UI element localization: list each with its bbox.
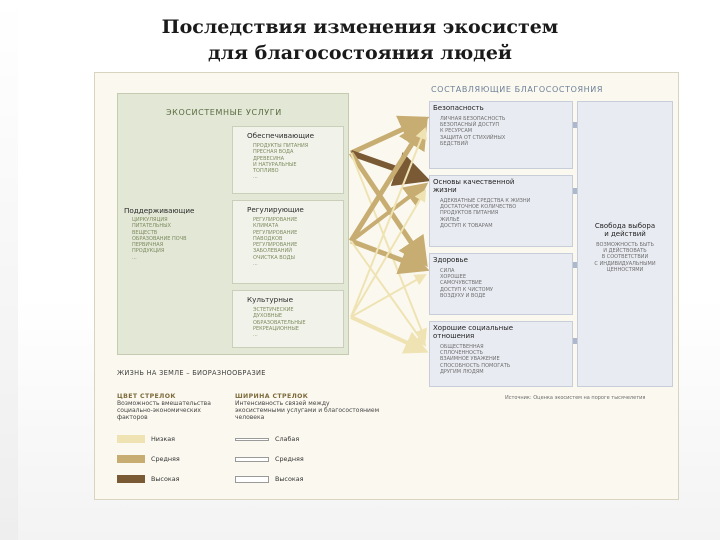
list-item: ... — [253, 174, 258, 181]
list-item: К РЕСУРСАМ — [440, 128, 473, 135]
slide-title-line-1: Последствия изменения экосистем — [161, 16, 559, 38]
list-item: ... — [132, 254, 137, 261]
list-item: РЕГУЛИРОВАНИЕ — [253, 217, 298, 223]
list-item: ВЗАИМНОЕ УВАЖЕНИЕ — [440, 356, 500, 363]
cultural-list — [253, 307, 306, 338]
wellbeing-heading: СОСТАВЛЯЮЩИЕ БЛАГОСОСТОЯНИЯ — [431, 85, 603, 94]
freedom-label-line-1: Свобода выбора — [594, 222, 656, 230]
list-item: ДУХОВНЫЕ — [253, 313, 283, 320]
list-item: И НАТУРАЛЬНЫЕ — [253, 161, 297, 168]
list-item: ПРЕСНАЯ ВОДА — [253, 149, 294, 156]
cultural-box — [232, 290, 344, 348]
basic-material-label-line-2: жизни — [433, 186, 457, 194]
basic-material-box — [429, 175, 573, 247]
basic-material-label-line-1: Основы качественной — [433, 178, 515, 186]
list-item: ХОРОШЕЕ — [440, 274, 466, 281]
list-item: ЗАЩИТА ОТ СТИХИЙНЫХ — [440, 134, 506, 141]
legend-swatch-medium — [117, 455, 145, 463]
ecosystem-services-panel — [117, 93, 349, 355]
legend-swatch-low — [117, 435, 145, 443]
legend-width-heading: ШИРИНА СТРЕЛОК — [235, 393, 309, 400]
list-item: ЭСТЕТИЧЕСКИЕ — [253, 307, 294, 313]
provisioning-label: Обеспечивающие — [247, 131, 315, 140]
list-item: ВОЗМОЖНОСТЬ БЫТЬ — [596, 242, 654, 248]
list-item: ВОЗДУХУ И ВОДЕ — [440, 292, 486, 299]
list-item: И ДЕЙСТВОВАТЬ — [603, 248, 647, 255]
list-item: СИЛА — [440, 268, 455, 274]
legend-label-weak: Слабая — [275, 435, 300, 443]
list-item: БЕЗОПАСНЫЙ ДОСТУП — [440, 122, 500, 129]
supporting-group — [124, 206, 216, 261]
provisioning-list — [253, 143, 308, 181]
legend-width-text-line: экосистемными услугами и благосостоянием — [235, 407, 380, 414]
list-item: ОБРАЗОВАНИЕ ПОЧВ — [132, 235, 187, 242]
list-item: ДРУГИМ ЛЮДЯМ — [440, 368, 484, 375]
list-item: ЦИРКУЛЯЦИЯ — [132, 217, 168, 223]
supporting-label: Поддерживающие — [124, 206, 195, 215]
social-relations-label-line-2: отношения — [433, 332, 475, 340]
health-list — [440, 268, 493, 299]
list-item: ДОСТАТОЧНОЕ КОЛИЧЕСТВО — [440, 204, 517, 211]
list-item: ПАВОДКОВ — [253, 235, 283, 242]
legend-color-text-line: факторов — [117, 414, 148, 421]
list-item: АДЕКВАТНЫЕ СРЕДСТВА К ЖИЗНИ — [440, 198, 531, 204]
legend-label-width-medium: Средняя — [275, 455, 304, 463]
legend-color-text-line: Возможность вмешательства — [117, 400, 211, 407]
biodiversity-label: ЖИЗНЬ НА ЗЕМЛЕ – БИОРАЗНООБРАЗИЕ — [117, 369, 266, 377]
list-item: С ИНДИВИДУАЛЬНЫМИ — [594, 260, 656, 267]
legend-label-strong: Высокая — [275, 475, 304, 483]
list-item: РЕГУЛИРОВАНИЕ — [253, 242, 298, 249]
legend-label-medium: Средняя — [151, 455, 180, 463]
list-item: ПРОДУКЦИЯ — [132, 248, 165, 255]
slide-title — [0, 14, 720, 66]
health-box — [429, 253, 573, 315]
list-item: ОБРАЗОВАТЕЛЬНЫЕ — [253, 319, 306, 326]
legend-label-low: Низкая — [151, 435, 175, 443]
security-label: Безопасность — [433, 104, 484, 112]
legend-line-weak — [235, 438, 269, 441]
legend-line-medium — [235, 457, 269, 462]
list-item: ... — [253, 332, 258, 339]
legend-swatch-high — [117, 475, 145, 483]
wellbeing-components-panel — [427, 85, 675, 385]
freedom-label-line-2: и действий — [604, 230, 646, 238]
list-item: СПОСОБНОСТЬ ПОМОГАТЬ — [440, 362, 511, 369]
list-item: СПЛОЧЕННОСТЬ — [440, 350, 483, 357]
health-label: Здоровье — [433, 256, 468, 264]
list-item: РЕКРЕАЦИОННЫЕ — [253, 325, 299, 332]
list-item: ЗАБОЛЕВАНИЙ — [253, 248, 293, 255]
legend-color-heading: ЦВЕТ СТРЕЛОК — [117, 393, 176, 400]
list-item: ДРЕВЕСИНА — [253, 155, 285, 162]
slide-title-line-2: для благосостояния людей — [207, 42, 513, 64]
freedom-box — [577, 101, 673, 387]
arrow — [351, 185, 425, 241]
legend-arrow-width — [235, 393, 379, 421]
list-item: ПРОДУКТЫ ПИТАНИЯ — [253, 143, 309, 149]
list-item: КЛИМАТА — [253, 223, 279, 230]
security-box — [429, 101, 573, 169]
list-item: ЦЕННОСТЯМИ — [606, 266, 644, 273]
social-relations-list — [440, 344, 510, 375]
list-item: ВЕЩЕСТВ — [132, 229, 158, 236]
regulating-label: Регулирующие — [247, 205, 304, 214]
legend-arrow-color — [117, 393, 211, 421]
list-item: ТОПЛИВО — [253, 168, 279, 175]
regulating-list — [253, 217, 297, 267]
legend-width-text-line: Интенсивность связей между — [235, 400, 330, 407]
legend-label-high: Высокая — [151, 475, 180, 483]
list-item: ЛИЧНАЯ БЕЗОПАСНОСТЬ — [440, 116, 506, 122]
list-item: ПИТАТЕЛЬНЫХ — [132, 223, 171, 230]
legend-width-text-line: человека — [235, 414, 265, 421]
social-relations-label-line-1: Хорошие социальные — [433, 324, 514, 332]
security-list — [440, 116, 505, 147]
legend-width-text — [235, 400, 379, 421]
legend-color-text-line: социально-экономических — [117, 407, 201, 414]
legend-color-text — [117, 400, 211, 421]
regulating-box — [232, 200, 344, 284]
list-item: БЕДСТВИЙ — [440, 140, 468, 147]
legend-line-strong — [235, 476, 269, 483]
list-item: В СООТВЕТСТВИИ — [601, 254, 649, 261]
list-item: РЕГУЛИРОВАНИЕ — [253, 229, 298, 236]
list-item: ... — [253, 261, 258, 268]
social-relations-label — [433, 324, 513, 340]
list-item: ЖИЛЬЕ — [440, 216, 460, 223]
freedom-list — [578, 242, 672, 273]
cultural-label: Культурные — [247, 295, 293, 304]
freedom-label — [578, 222, 672, 238]
list-item: ОЧИСТКА ВОДЫ — [253, 254, 295, 261]
supporting-list — [124, 217, 216, 261]
list-item: ПЕРВИЧНАЯ — [132, 242, 164, 249]
list-item: ПРОДУКТОВ ПИТАНИЯ — [440, 210, 499, 217]
list-item: ДОСТУП К ЧИСТОМУ — [440, 286, 493, 293]
slide-decoration — [0, 0, 18, 540]
basic-material-list — [440, 198, 530, 229]
diagram-poster — [94, 72, 679, 500]
arrow — [351, 317, 425, 351]
list-item: САМОЧУВСТВИЕ — [440, 280, 482, 287]
source-note: Источник: Оценка экосистем на пороге тысячелетия — [505, 395, 646, 401]
provisioning-box — [232, 126, 344, 194]
list-item: ОБЩЕСТВЕННАЯ — [440, 344, 484, 350]
list-item: ДОСТУП К ТОВАРАМ — [440, 222, 493, 229]
social-relations-box — [429, 321, 573, 387]
ecosystem-services-heading: ЭКОСИСТЕМНЫЕ УСЛУГИ — [166, 108, 282, 117]
basic-material-label — [433, 178, 514, 194]
